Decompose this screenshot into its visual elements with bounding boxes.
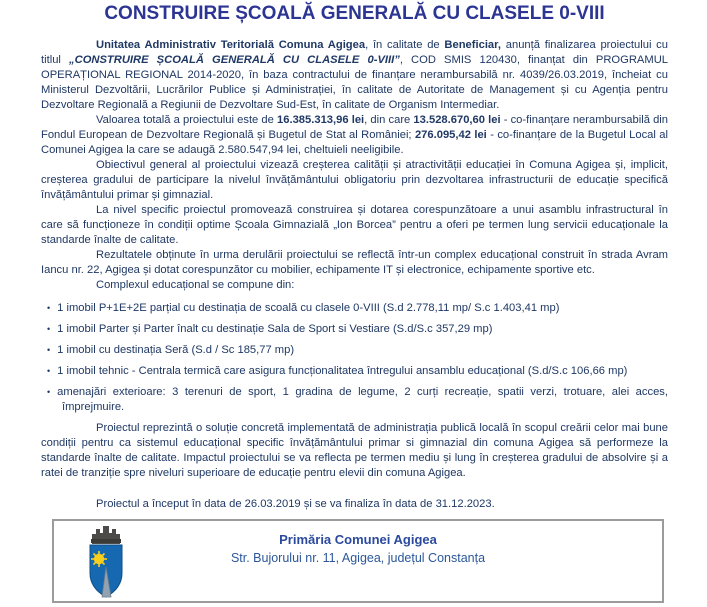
list-item: [41, 322, 668, 337]
bullet-icon: •: [47, 303, 51, 313]
budget-text-2: , din care: [364, 114, 414, 126]
nonrefundable-cofinancing: 13.528.670,60 lei: [413, 114, 501, 126]
bullet-icon: •: [47, 345, 51, 355]
total-value: 16.385.313,96 lei: [277, 114, 365, 126]
intro-text-2: anunță finalizarea proiectului cu titlul: [41, 39, 668, 66]
bullet-icon: •: [47, 387, 51, 397]
budget-text-4: - co-finanțare de la Bugetul Local al Comunei Agigea la care se adaugă 2.580.547,94 lei, cheltuieli neeligibile.: [41, 129, 668, 156]
document-content: [41, 3, 668, 512]
intro-text-3: , COD SMIS 120430, finanțat din PROGRAMUL OPERAȚIONAL REGIONAL 2014-2020, în baza contractului de finanțare nerambursabilă nr. 4039/26.03.2019, încheiat cu Ministerul Dezvoltării, Lucrărilor Publice și Administrației, în calitate de Autoritate de Management și cu Agenția pentru Dezvoltare Regională a Regiunii de Dezvoltare Sud-Est, în calitate de Organism Intermediar.: [41, 54, 668, 111]
footer-address: Str. Bujorului nr. 11, Agigea, județul Constanța: [230, 551, 486, 565]
bullet-icon: •: [47, 324, 51, 334]
beneficiary-name: Unitatea Administrativ Teritorială Comuna Agigea: [96, 39, 366, 51]
project-title-inline: „CONSTRUIRE ȘCOALĂ GENERALĂ CU CLASELE 0-VIII”: [69, 54, 400, 66]
paragraph-general-objective: Obiectivul general al proiectului vizează creșterea calității și atractivității educației în Comuna Agigea și, implicit, creșterea gradului de participare la nivelul învățământului obligatoriu prin dezvoltarea infrastructurii de educație specifică învățământului primar și gimnazial.: [41, 159, 668, 201]
bullet-icon: •: [47, 366, 51, 376]
list-item-text: 1 imobil cu destinația Seră (S.d / Sc 185,77 mp): [57, 344, 295, 356]
paragraph-intro: [41, 38, 668, 113]
list-item-text: 1 imobil Parter și Parter înalt cu destinație Sala de Sport si Vestiare (S.d/S.c 357,29 mp): [57, 323, 493, 335]
local-cofinancing: 276.095,42 lei: [414, 129, 487, 141]
list-item: [41, 385, 668, 415]
paragraph-budget: [41, 113, 668, 158]
intro-text-1: , în calitate de: [365, 39, 445, 51]
paragraph-results: Rezultatele obținute în urma derulării proiectului se reflectă într-un complex educațional construit în strada Avram Iancu nr. 22, Agigea și dotat corespunzător cu mobilier, echipamente IT și electronice, echipamente sportive etc.: [41, 249, 668, 276]
agigea-coat-of-arms-icon: [87, 525, 125, 607]
list-item: [41, 364, 668, 379]
list-item-text: amenajări exterioare: 3 terenuri de sport, 1 gradina de legume, 2 curți recreație, spatii verzi, trotuare, alei acces, împrejmuire.: [57, 386, 668, 413]
list-item: [41, 343, 668, 358]
list-item: [41, 301, 668, 316]
bullet-list: [41, 301, 668, 415]
paragraph-specific-objective: La nivel specific proiectul promovează construirea și dotarea corespunzătoare a unui asamblu infrastructural în care să funcționeze în condiții optime Școala Gimnazială „Ion Borcea” pentru a oferi pe termen lung servicii educaționale la standarde înalte de calitate.: [41, 204, 668, 246]
footer-text: [54, 521, 662, 568]
beneficiary-role: Beneficiar,: [444, 39, 501, 51]
list-item-text: 1 imobil P+1E+2E parțial cu destinația de scoală cu clasele 0-VIII (S.d 2.778,11 mp/ S.c 1.403,41 mp): [57, 302, 560, 314]
list-item-text: 1 imobil tehnic - Centrala termică care asigura funcționalitatea întregului ansamblu educațional (S.d/S.c 106,66 mp): [57, 365, 628, 377]
paragraph-dates: Proiectul a început în data de 26.03.2019 și se va finaliza în data de 31.12.2023.: [96, 498, 495, 510]
paragraph-impact: Proiectul reprezintă o soluție concretă implementată de administrația publică locală în scopul creării celor mai bune condiții pentru ca sistemul educațional specific învățământului primar si gimnazial din comuna Agigea să performeze la standarde înalte de calitate. Impactul proiectului se va reflecta pe termen mediu și lung în creșterea gradului de absolvire și a ratei de tranziție spre niveluri superioare de educație pentru elevii din comuna Agigea.: [41, 422, 668, 479]
page-title: CONSTRUIRE ȘCOALĂ GENERALĂ CU CLASELE 0-VIII: [104, 3, 605, 24]
paragraph-complex-intro: Complexul educațional se compune din:: [96, 279, 295, 291]
footer-contact-box: [52, 519, 664, 603]
footer-org-name: Primăria Comunei Agigea: [279, 532, 437, 547]
budget-text-3: - co-finanțare nerambursabilă din Fondul European de Dezvoltare Regională și Bugetul de Stat al României;: [41, 114, 669, 141]
budget-text-1: Valoarea totală a proiectului este de: [96, 114, 278, 126]
